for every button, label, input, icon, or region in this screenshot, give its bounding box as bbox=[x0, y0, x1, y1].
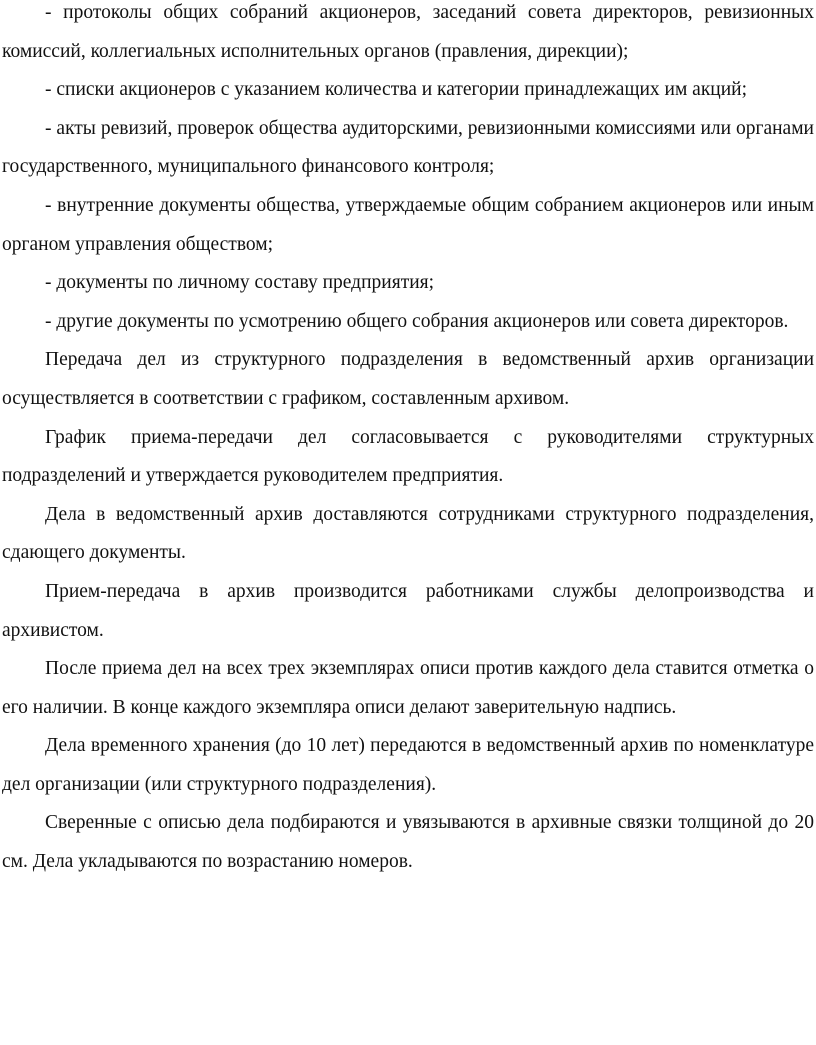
paragraph-1: - протоколы общих собраний акционеров, заседаний совета директоров, ревизионных комиссий, коллегиальных исполнительных органов (правления, дирекции); bbox=[2, 2, 814, 62]
paragraph-6: - другие документы по усмотрению общего собрания акционеров или совета директоров. bbox=[45, 310, 789, 332]
paragraph-3: - акты ревизий, проверок общества аудиторскими, ревизионными комиссиями или органами государственного, муниципального финансового контроля; bbox=[2, 117, 814, 178]
paragraph-10: Прием-передача в архив производится работниками службы делопроизводства и архивистом. bbox=[2, 580, 814, 641]
paragraph-7: Передача дел из структурного подразделения в ведомственный архив организации осуществляется в соответствии с графиком, составленным архивом. bbox=[2, 349, 814, 409]
paragraph-9: Дела в ведомственный архив доставляются сотрудниками структурного подразделения, сдающего документы. bbox=[2, 503, 814, 564]
paragraph-13: Сверенные с описью дела подбираются и увязываются в архивные связки толщиной до 20 см. Дела укладываются по возрастанию номеров. bbox=[2, 812, 814, 873]
paragraph-4: - внутренние документы общества, утверждаемые общим собранием акционеров или иным органом управления обществом; bbox=[2, 194, 814, 255]
paragraph-11: После приема дел на всех трех экземплярах описи против каждого дела ставится отметка о его наличии. В конце каждого экземпляра описи делают заверительную надпись. bbox=[2, 658, 814, 718]
paragraph-2: - списки акционеров с указанием количества и категории принадлежащих им акций; bbox=[45, 79, 748, 101]
paragraph-5: - документы по личному составу предприятия; bbox=[45, 272, 435, 294]
paragraph-8: График приема-передачи дел согласовывается с руководителями структурных подразделений и утверждается руководителем предприятия. bbox=[2, 426, 814, 487]
paragraph-12: Дела временного хранения (до 10 лет) передаются в ведомственный архив по номенклатуре дел организации (или структурного подразделения). bbox=[2, 735, 814, 795]
